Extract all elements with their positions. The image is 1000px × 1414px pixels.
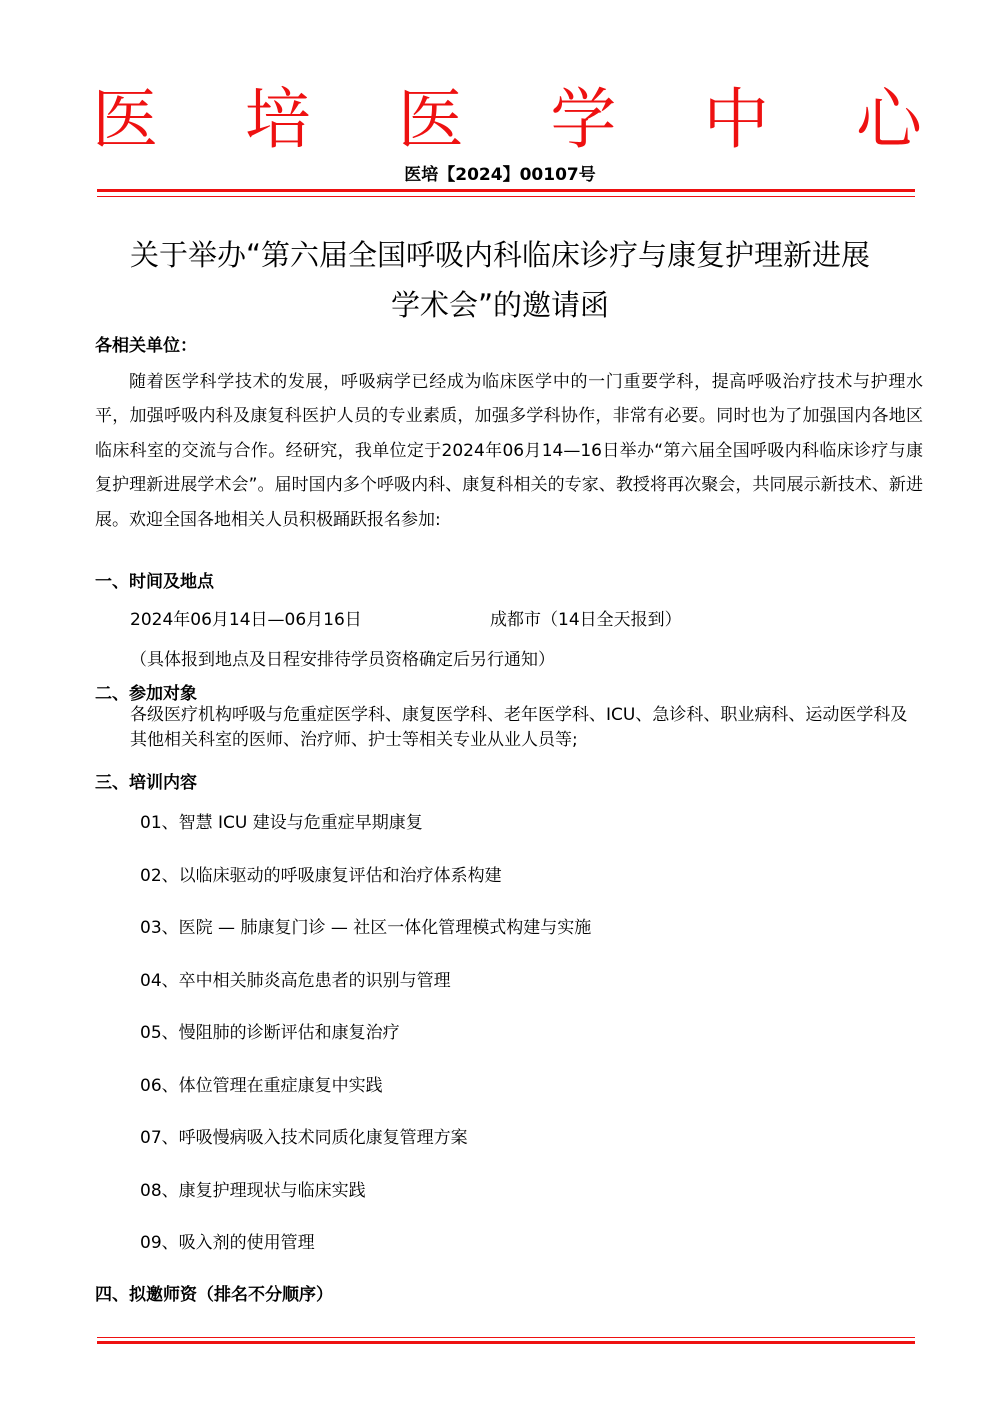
event-note: （具体报到地点及日程安排待学员资格确定后另行通知）: [130, 650, 555, 670]
document-title-line-2: 学术会”的邀请函: [390, 288, 610, 322]
footer-rule-thin: [97, 1337, 915, 1338]
section-heading: 二、参加对象: [95, 684, 197, 704]
list-item: 07、呼吸慢病吸入技术同质化康复管理方案: [140, 1128, 468, 1148]
list-item: 09、吸入剂的使用管理: [140, 1233, 315, 1253]
section-heading: 四、拟邀师资（排名不分顺序）: [95, 1285, 333, 1305]
salutation: 各相关单位：: [95, 336, 197, 356]
organization-title: [92, 80, 922, 160]
participants-text: 各级医疗机构呼吸与危重症医学科、康复医学科、老年医学科、ICU、急诊科、职业病科、运动医学科及其他相关科室的医师、治疗师、护士等相关专业从业人员等;: [130, 705, 908, 750]
list-item: 06、体位管理在重症康复中实践: [140, 1076, 383, 1096]
title-char: 中: [703, 81, 770, 158]
event-place: 成都市（14日全天报到）: [490, 610, 682, 630]
footer-rule-thick: [97, 1341, 915, 1344]
list-item: 01、智慧 ICU 建设与危重症早期康复: [140, 813, 423, 833]
title-char: 培: [244, 81, 311, 158]
title-char: 医: [397, 81, 464, 158]
list-item: 03、医院 — 肺康复门诊 — 社区一体化管理模式构建与实施: [140, 918, 592, 938]
list-item: 04、卒中相关肺炎高危患者的识别与管理: [140, 971, 451, 991]
section-heading: 三、培训内容: [95, 773, 197, 793]
header-rule-thin: [97, 196, 915, 197]
intro-paragraph: 随着医学科学技术的发展，呼吸病学已经成为临床医学中的一门重要学科，提高呼吸治疗技术与护理水平，加强呼吸内科及康复科医护人员的专业素质，加强多学科协作，非常有必要。同时也为了加强国内各地区临床科室的交流与合作。经研究，我单位定于2024年06月14—16日举办“第六届全国呼吸内科临床诊疗与康复护理新进展学术会”。届时国内多个呼吸内科、康复科相关的专家、教授将再次聚会，共同展示新技术、新进展。欢迎全国各地相关人员积极踊跃报名参加:: [95, 372, 923, 530]
document-number: 医培【2024】00107号: [404, 165, 596, 185]
header-rule-thick: [97, 189, 915, 192]
event-date: 2024年06月14日—06月16日: [130, 610, 362, 630]
list-item: 08、康复护理现状与临床实践: [140, 1181, 366, 1201]
title-char: 学: [550, 81, 617, 158]
document-title-line-1: 关于举办“第六届全国呼吸内科临床诊疗与康复护理新进展: [129, 238, 871, 272]
list-item: 02、以临床驱动的呼吸康复评估和治疗体系构建: [140, 866, 502, 886]
title-char: 医: [92, 81, 158, 158]
list-item: 05、慢阻肺的诊断评估和康复治疗: [140, 1023, 400, 1043]
title-char: 心: [855, 81, 922, 158]
section-heading: 一、时间及地点: [95, 572, 214, 592]
